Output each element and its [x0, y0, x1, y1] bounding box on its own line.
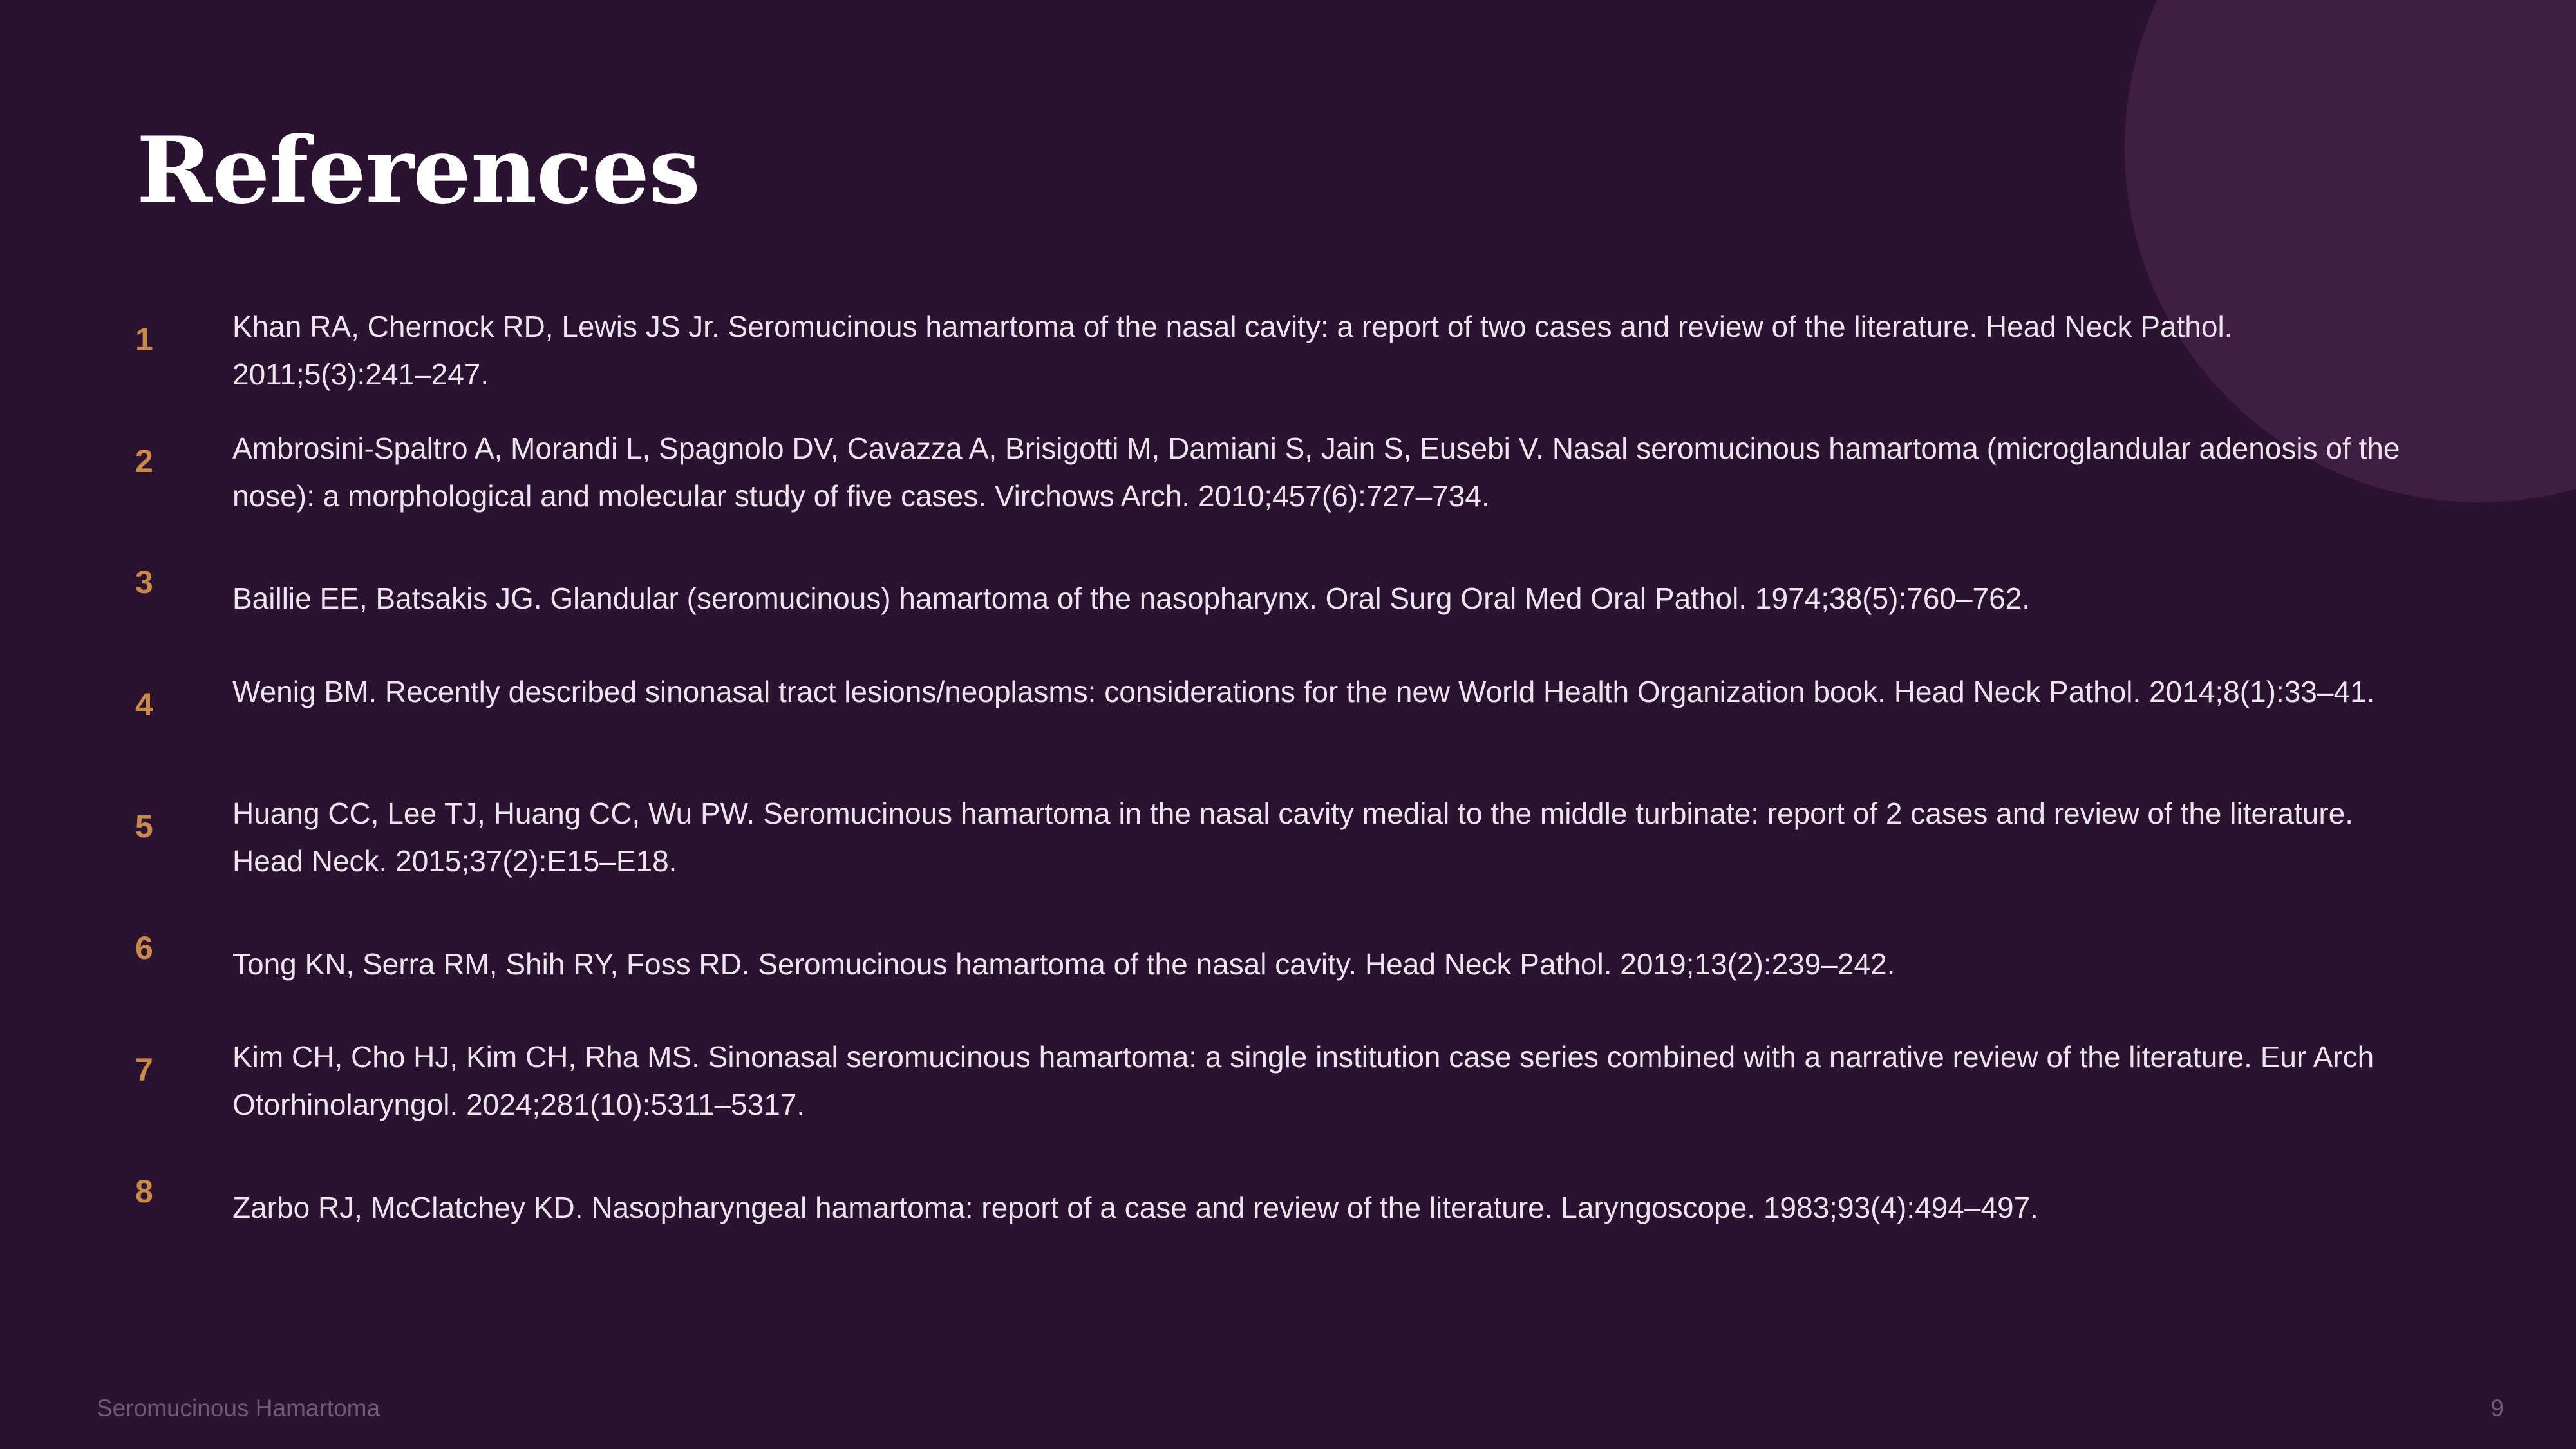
reference-number: 7 [135, 1052, 153, 1088]
page-title: References [136, 117, 700, 224]
reference-number: 6 [135, 930, 153, 966]
reference-number: 4 [135, 687, 153, 723]
reference-number: 2 [135, 443, 153, 479]
page-number: 9 [2490, 1395, 2504, 1421]
reference-text: Baillie EE, Batsakis JG. Glandular (seromucinous) hamartoma of the nasopharynx. Oral Surg Oral Med Oral Pathol. 1974;38(5):760–762. [232, 582, 2031, 615]
reference-text: Ambrosini-Spaltro A, Morandi L, Spagnolo DV, Cavazza A, Brisigotti M, Damiani S, Jain S, Eusebi V. Nasal seromucinous hamartoma (microglandular adenosis of the nose): a morphological and molecular study of five cases. Virchows Arch. 2010;457(6):727–734. [232, 431, 2400, 513]
reference-text: Zarbo RJ, McClatchey KD. Nasopharyngeal hamartoma: report of a case and review of the literature. Laryngoscope. 1983;93(4):494–497. [232, 1191, 2038, 1224]
reference-text: Tong KN, Serra RM, Shih RY, Foss RD. Seromucinous hamartoma of the nasal cavity. Head Neck Pathol. 2019;13(2):239–242. [232, 947, 1895, 981]
reference-number: 8 [135, 1173, 153, 1209]
reference-text: Huang CC, Lee TJ, Huang CC, Wu PW. Seromucinous hamartoma in the nasal cavity medial to the middle turbinate: report of 2 cases and review of the literature. Head Neck. 2015;37(2):E15–E18. [232, 797, 2354, 878]
reference-number: 1 [135, 321, 153, 357]
reference-text: Kim CH, Cho HJ, Kim CH, Rha MS. Sinonasal seromucinous hamartoma: a single institution case series combined with a narrative review of the literature. Eur Arch Otorhinolaryngol. 2024;281(10):5311–5317. [232, 1040, 2374, 1121]
reference-number: 3 [135, 564, 153, 600]
reference-number: 5 [135, 808, 153, 844]
reference-text: Wenig BM. Recently described sinonasal tract lesions/neoplasms: considerations for the new World Health Organization book. Head Neck Pathol. 2014;8(1):33–41. [232, 675, 2375, 708]
footer-title: Seromucinous Hamartoma [97, 1395, 381, 1421]
reference-text: Khan RA, Chernock RD, Lewis JS Jr. Seromucinous hamartoma of the nasal cavity: a report of two cases and review of the literature. Head Neck Pathol. 2011;5(3):241–247. [232, 310, 2233, 391]
